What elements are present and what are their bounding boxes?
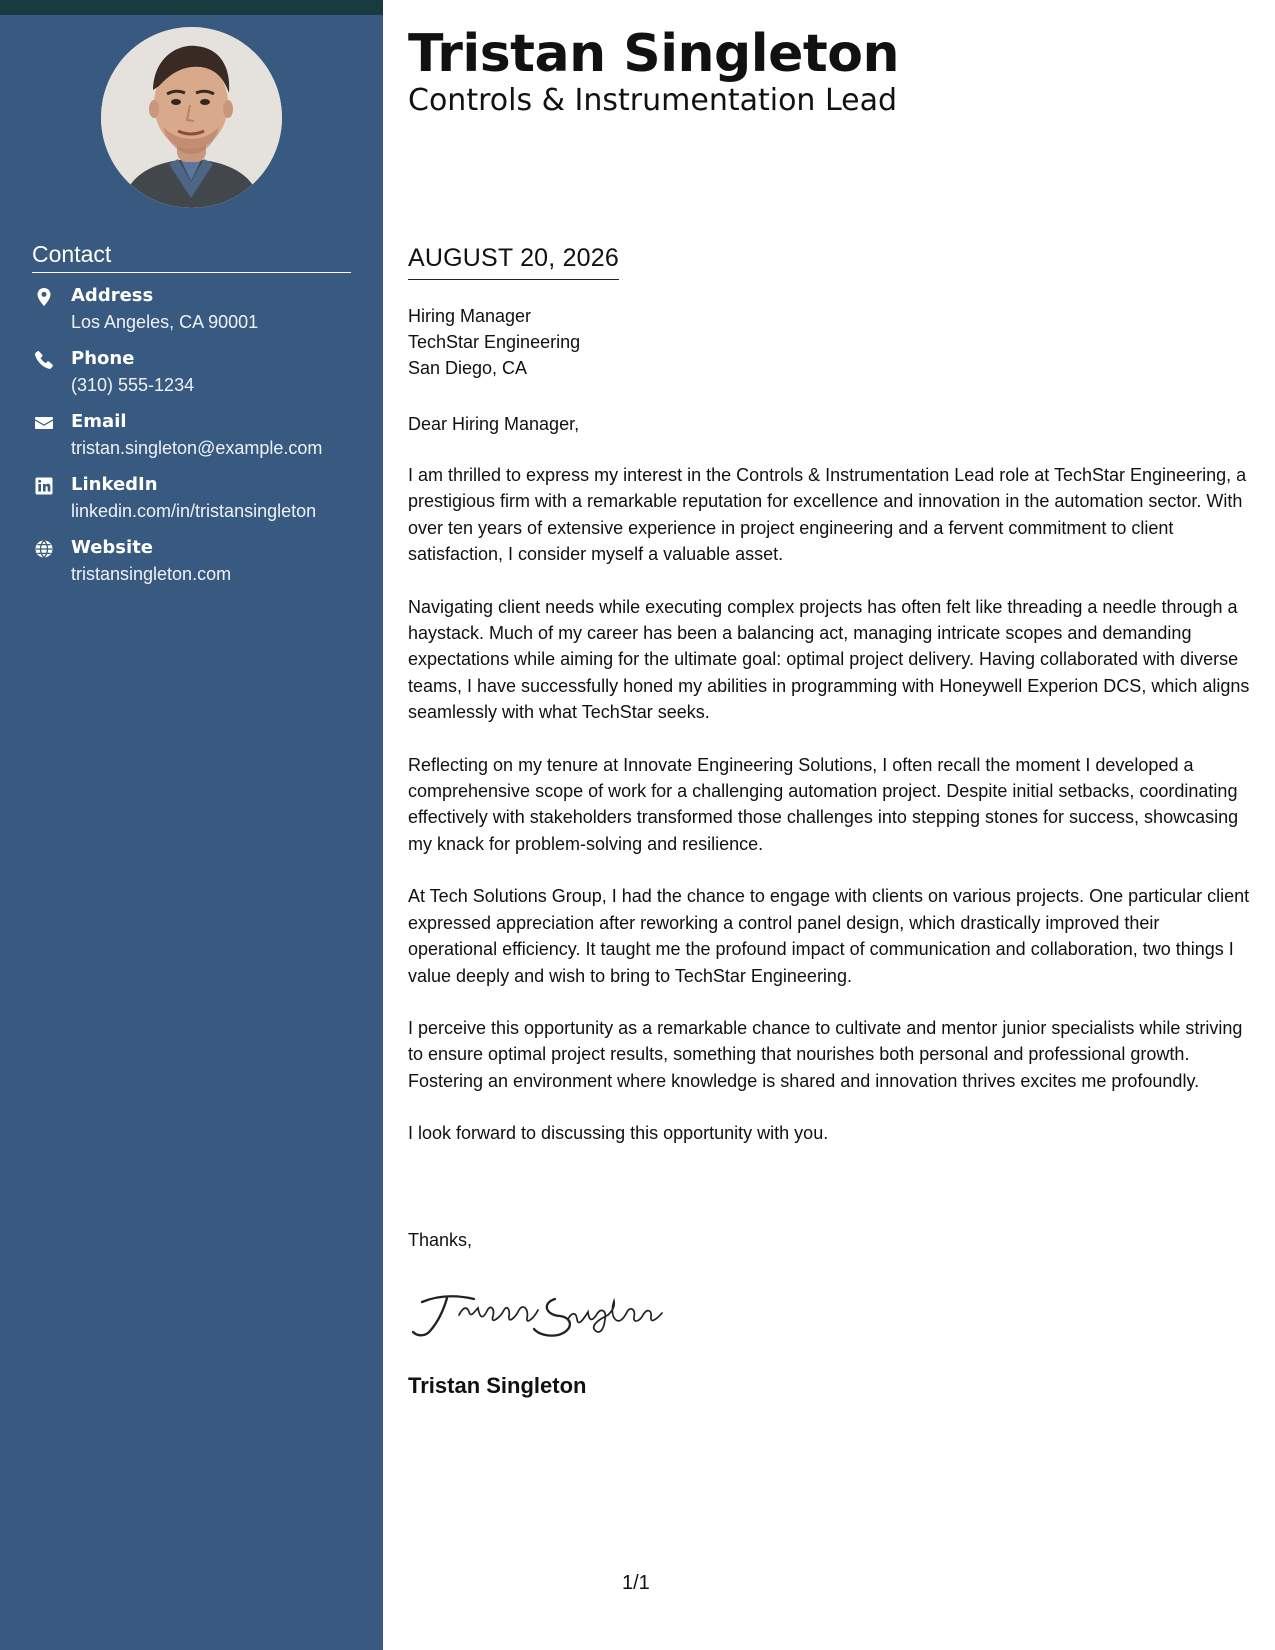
contact-item-phone — [32, 347, 362, 410]
contact-list — [32, 284, 362, 599]
contact-value-website: tristansingleton.com — [71, 564, 232, 584]
avatar — [101, 27, 282, 208]
map-pin-icon — [34, 287, 54, 307]
body-paragraph: Reflecting on my tenure at Innovate Engineering Solutions, I often recall the moment I developed a comprehensive scope of work for a challenging automation project. Despite initial setbacks, coordinating effectively with stakeholders transformed those challenges into stepping stones for success, showcasing my knack for problem-solving and resilience. — [408, 754, 1239, 854]
contact-item-address — [32, 284, 362, 347]
portrait-image — [101, 27, 282, 208]
contact-label-address: Address — [71, 285, 154, 306]
contact-label-linkedin: LinkedIn — [71, 474, 158, 495]
letter-body — [408, 462, 1253, 1173]
body-paragraph: I look forward to discussing this opportunity with you. — [408, 1123, 829, 1144]
phone-icon — [34, 350, 54, 370]
envelope-icon — [34, 413, 54, 433]
contact-value-phone: (310) 555-1234 — [71, 375, 195, 395]
body-paragraph: I perceive this opportunity as a remarkable chance to cultivate and mentor junior specialists while striving to ensure optimal project results, something that nourishes both personal and professional growth. Fostering an environment where knowledge is shared and innovation thrives excites me profoundly. — [408, 1017, 1243, 1091]
globe-icon — [34, 539, 54, 559]
recipient-block — [408, 303, 580, 381]
page-number: 1/1 — [622, 1572, 650, 1594]
contact-section-title: Contact — [32, 240, 351, 273]
body-paragraph: At Tech Solutions Group, I had the chance to engage with clients on various projects. One particular client expressed appreciation after reworking a control panel design, which drastically improved their operational efficiency. It taught me the profound impact of communication and collaboration, two things I value deeply and wish to bring to TechStar Engineering. — [408, 886, 1250, 986]
salutation: Dear Hiring Manager, — [408, 414, 580, 434]
linkedin-icon — [34, 476, 54, 496]
sidebar — [0, 0, 383, 1650]
contact-label-phone: Phone — [71, 348, 135, 369]
contact-label-website: Website — [71, 537, 154, 558]
letter-main — [408, 0, 1253, 1650]
sidebar-top-bar — [0, 0, 383, 15]
handwritten-signature — [408, 1285, 670, 1341]
closing-line: Thanks, — [408, 1230, 473, 1250]
contact-item-email — [32, 410, 362, 473]
contact-value-email: tristan.singleton@example.com — [71, 438, 323, 458]
contact-item-website — [32, 536, 362, 599]
contact-value-address: Los Angeles, CA 90001 — [71, 312, 259, 332]
contact-label-email: Email — [71, 411, 127, 432]
body-paragraph: Navigating client needs while executing complex projects has often felt like threading a needle through a haystack. Much of my career has been a balancing act, managing intricate scopes and demanding expectations while aiming for the ultimate goal: optimal project delivery. Having collaborated with diverse teams, I have successfully honed my abilities in programming with Honeywell Experion DCS, which aligns seamlessly with what TechStar seeks. — [408, 596, 1250, 723]
recipient-line: TechStar Engineering — [408, 332, 581, 352]
contact-value-linkedin: linkedin.com/in/tristansingleton — [71, 501, 317, 521]
candidate-role: Controls & Instrumentation Lead — [408, 83, 898, 118]
contact-item-linkedin — [32, 473, 362, 536]
recipient-line: Hiring Manager — [408, 306, 532, 326]
signer-name: Tristan Singleton — [408, 1373, 587, 1398]
recipient-line: San Diego, CA — [408, 358, 528, 378]
body-paragraph: I am thrilled to express my interest in the Controls & Instrumentation Lead role at TechStar Engineering, a prestigious firm with a remarkable reputation for excellence and innovation in the automation sector. With over ten years of extensive experience in project engineering and a fervent commitment to client satisfaction, I consider myself a valuable asset. — [408, 465, 1247, 565]
candidate-name: Tristan Singleton — [408, 24, 899, 84]
letter-date: AUGUST 20, 2026 — [408, 243, 619, 280]
